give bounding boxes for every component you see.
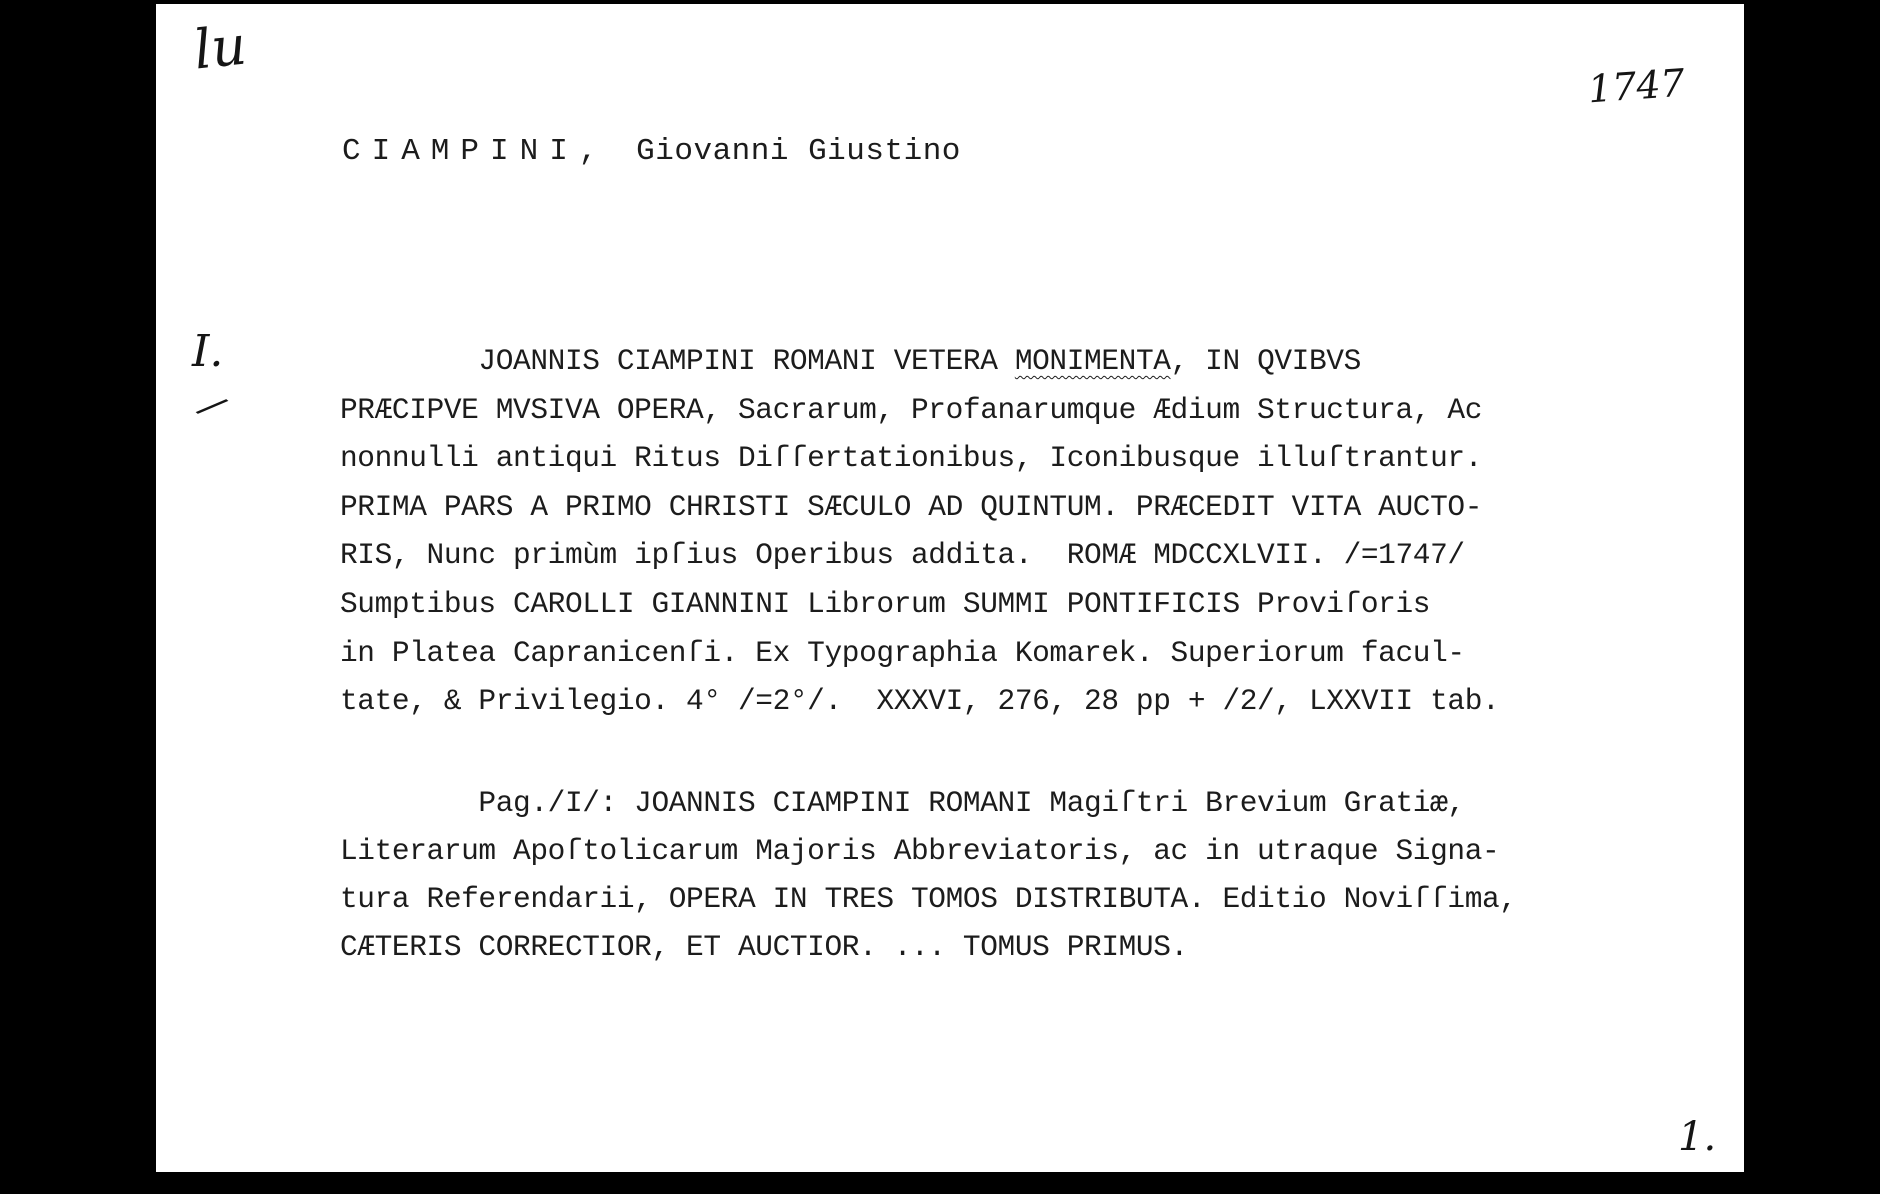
title-line-4: PRIMA PARS A PRIMO CHRISTI SÆCULO AD QUINTUM. PRÆCEDIT VITA AUCTO- (340, 490, 1482, 524)
author-surname: CIAMPINI (342, 134, 579, 169)
handwritten-slash-mark: / (194, 386, 230, 427)
catalog-card (156, 4, 1744, 1172)
title-line-5: RIS, Nunc primùm ipſius Operibus addita. ROMÆ MDCCXLVII. /=1747/ (340, 538, 1465, 572)
author-heading (342, 134, 961, 169)
title-line-8: tate, & Privilegio. 4° /=2°/. XXXVI, 276, 28 pp + /2/, LXXVII tab. (340, 684, 1500, 718)
title-line-2: PRÆCIPVE MVSIVA OPERA, Sacrarum, Profanarumque Ædium Structura, Ac (340, 393, 1482, 427)
title-line-7: in Platea Capranicenſi. Ex Typographia Komarek. Superiorum facul- (340, 636, 1465, 670)
pag-line-4: CÆTERIS CORRECTIOR, ET AUCTIOR. ... TOMUS PRIMUS. (340, 930, 1188, 964)
author-given-names: Giovanni Giustino (636, 134, 961, 169)
title-line-3: nonnulli antiqui Ritus Diſſertationibus, Iconibusque illuſtrantur. (340, 441, 1482, 475)
pag-line-1: Pag./I/: JOANNIS CIAMPINI ROMANI Magiſtri Brevium Gratiæ, (340, 786, 1465, 820)
handwritten-corner-mark: lu (190, 13, 250, 82)
handwritten-year-mark: 1747 (1586, 60, 1687, 112)
title-line-6: Sumptibus CAROLLI GIANNINI Librorum SUMMI PONTIFICIS Proviſoris (340, 587, 1431, 621)
underlined-title-word: MONIMENTA (1014, 344, 1171, 378)
pag-line-3: tura Referendarii, OPERA IN TRES TOMOS DISTRIBUTA. Editio Noviſſima, (340, 882, 1517, 916)
pag-line-2: Literarum Apoſtolicarum Majoris Abbreviatoris, ac in utraque Signa- (340, 834, 1500, 868)
handwritten-volume-mark: I. (192, 326, 224, 377)
author-separator: , (578, 134, 598, 169)
title-line-1: JOANNIS CIAMPINI ROMANI VETERA MONIMENTA, IN QVIBVS (340, 344, 1361, 378)
handwritten-page-number: 1. (1678, 1114, 1717, 1160)
